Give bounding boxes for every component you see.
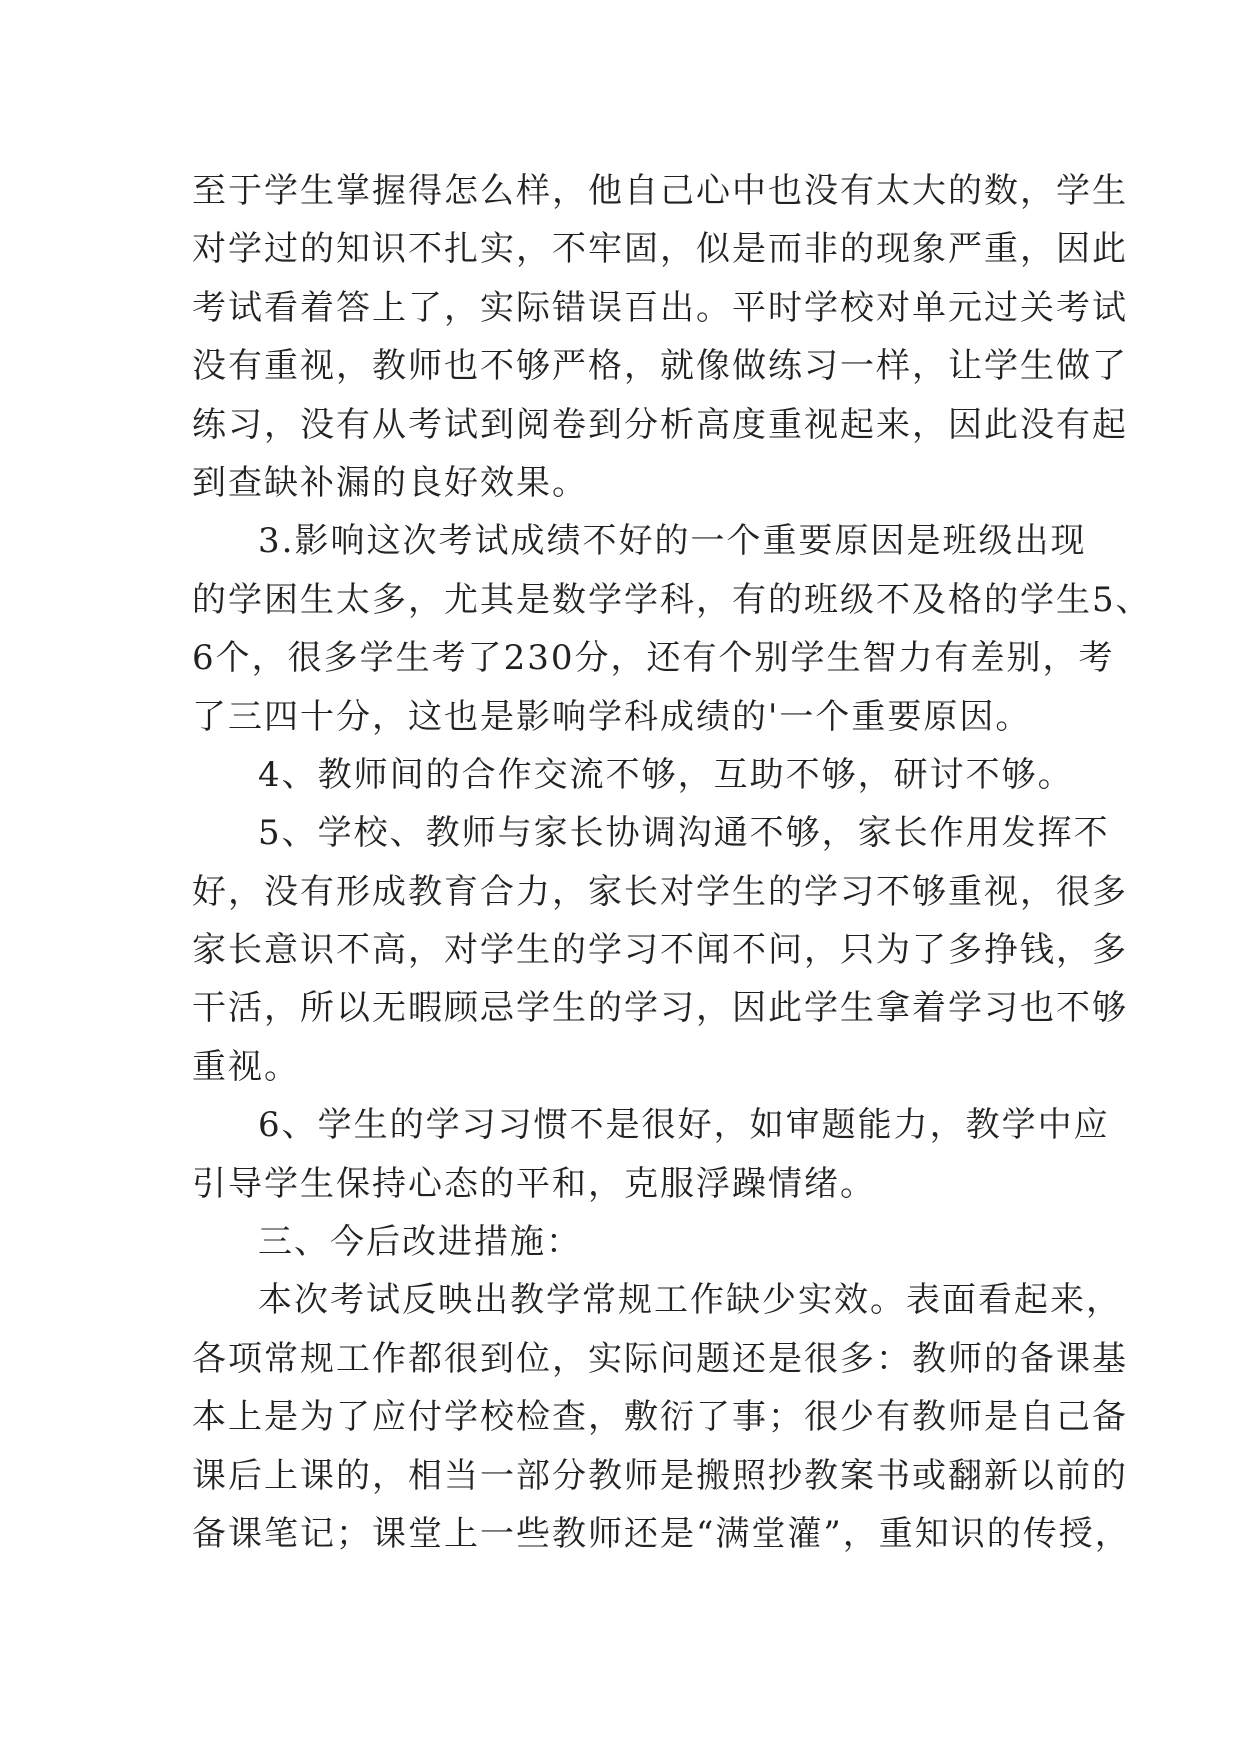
text-line: 6、学生的学习习惯不是很好，如审题能力，教学中应 — [258, 1105, 1110, 1146]
text-line: 3.影响这次考试成绩不好的一个重要原因是班级出现 — [258, 521, 1087, 562]
text-line: 干活，所以无暇顾忌学生的学习，因此学生拿着学习也不够 — [192, 988, 1128, 1029]
text-line: 练习，没有从考试到阅卷到分析高度重视起来，因此没有起 — [192, 404, 1128, 445]
text-line: 4、教师间的合作交流不够，互助不够，研讨不够。 — [258, 754, 1074, 795]
text-line: 的学困生太多，尤其是数学学科，有的班级不及格的学生5、 — [192, 579, 1152, 620]
text-line: 好，没有形成教育合力，家长对学生的学习不够重视，很多 — [192, 871, 1128, 912]
text-line: 本上是为了应付学校检查，敷衍了事；很少有教师是自己备 — [192, 1397, 1128, 1438]
text-line: 了三四十分，这也是影响学科成绩的'一个重要原因。 — [192, 696, 1032, 737]
text-line: 三、今后改进措施： — [258, 1222, 582, 1263]
text-line: 各项常规工作都很到位，实际问题还是很多：教师的备课基 — [192, 1338, 1128, 1379]
text-line: 本次考试反映出教学常规工作缺少实效。表面看起来， — [258, 1280, 1122, 1321]
text-line: 至于学生掌握得怎么样，他自己心中也没有太大的数，学生 — [192, 171, 1128, 211]
text-line: 重视。 — [192, 1046, 300, 1087]
text-line: 对学过的知识不扎实，不牢固，似是而非的现象严重，因此 — [192, 229, 1128, 270]
text-line: 6个，很多学生考了230分，还有个别学生智力有差别，考 — [192, 638, 1115, 679]
text-line: 考试看着答上了，实际错误百出。平时学校对单元过关考试 — [192, 287, 1128, 328]
text-line: 5、学校、教师与家长协调沟通不够，家长作用发挥不 — [258, 813, 1110, 854]
text-line: 备课笔记；课堂上一些教师还是“满堂灌”，重知识的传授， — [192, 1513, 1131, 1554]
text-line: 没有重视，教师也不够严格，就像做练习一样，让学生做了 — [192, 346, 1128, 387]
text-line: 家长意识不高，对学生的学习不闻不问，只为了多挣钱，多 — [192, 930, 1128, 971]
text-line: 引导学生保持心态的平和，克服浮躁情绪。 — [192, 1163, 876, 1204]
document-body — [192, 162, 1152, 1563]
text-line: 课后上课的，相当一部分教师是搬照抄教案书或翻新以前的 — [192, 1455, 1128, 1496]
text-line: 到查缺补漏的良好效果。 — [192, 462, 588, 503]
